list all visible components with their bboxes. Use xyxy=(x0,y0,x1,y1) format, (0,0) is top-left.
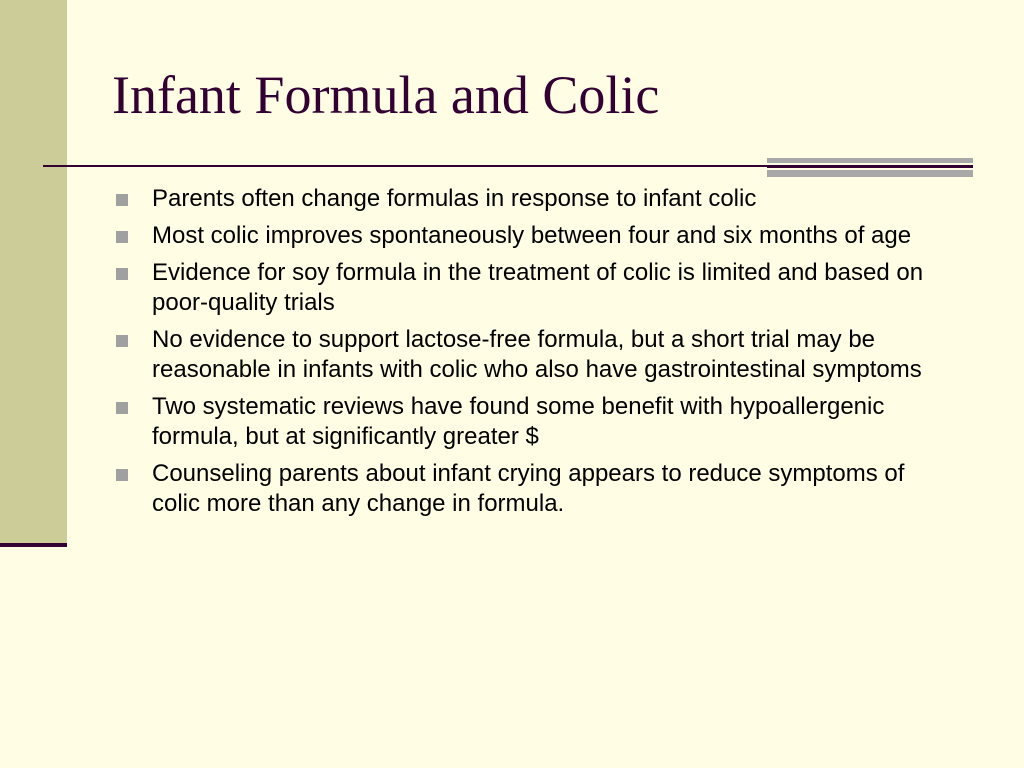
square-bullet-icon xyxy=(116,268,128,280)
bullet-item xyxy=(115,325,955,385)
slide-title: Infant Formula and Colic xyxy=(112,65,660,125)
divider-accent-bar xyxy=(767,158,973,163)
divider-accent-bar xyxy=(767,165,973,168)
bullet-item xyxy=(115,221,955,251)
square-bullet-icon xyxy=(116,231,128,243)
square-bullet-icon xyxy=(116,194,128,206)
left-accent-band xyxy=(0,0,67,545)
square-bullet-icon xyxy=(116,335,128,347)
bullet-text: Parents often change formulas in response to infant colic xyxy=(152,185,757,212)
bullet-text: Evidence for soy formula in the treatment of colic is limited and based on poor-quality trials xyxy=(152,259,924,316)
left-accent-rule xyxy=(0,543,67,547)
square-bullet-icon xyxy=(116,469,128,481)
divider-accent-bar xyxy=(767,170,973,177)
bullet-text: Two systematic reviews have found some benefit with hypoallergenic formula, but at significantly greater $ xyxy=(152,393,885,450)
bullet-item xyxy=(115,459,955,519)
bullet-text: Counseling parents about infant crying appears to reduce symptoms of colic more than any change in formula. xyxy=(152,460,905,517)
bullet-text: Most colic improves spontaneously between four and six months of age xyxy=(152,222,912,249)
square-bullet-icon xyxy=(116,402,128,414)
bullet-item xyxy=(115,184,955,214)
bullet-item xyxy=(115,258,955,318)
bullet-item xyxy=(115,392,955,452)
bullet-list xyxy=(115,184,955,526)
title-divider xyxy=(43,165,767,167)
bullet-text: No evidence to support lactose-free formula, but a short trial may be reasonable in infants with colic who also have gastrointestinal symptoms xyxy=(152,326,922,383)
